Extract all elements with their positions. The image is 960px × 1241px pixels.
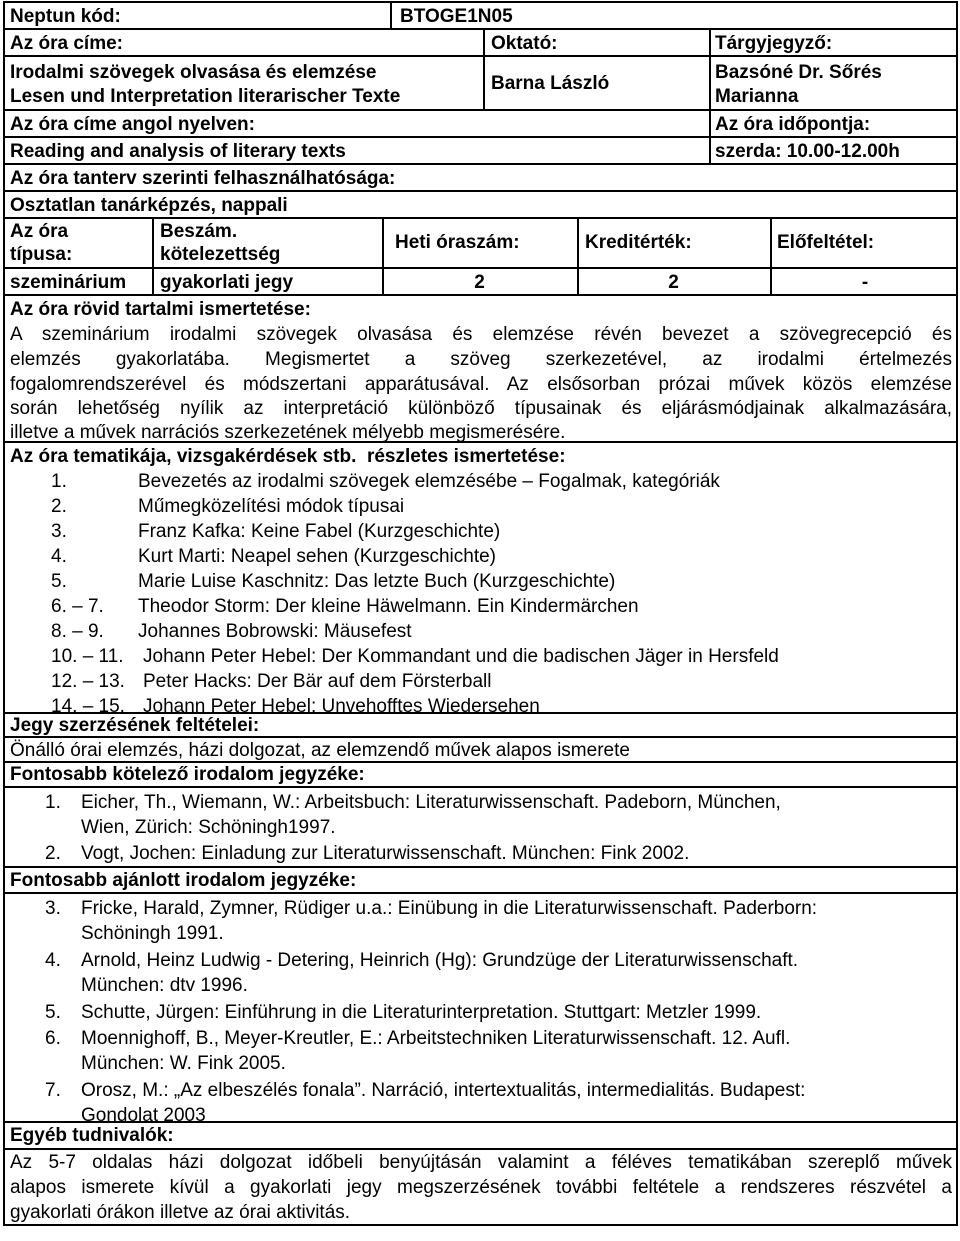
grading-text: Önálló órai elemzés, házi dolgozat, az elemzendő művek alapos ismerete <box>10 740 630 761</box>
literature-entry: Moennighoff, B., Meyer-Kreutler, E.: Arbeitstechniken Literaturwissenschaft. 12. Aufl. <box>81 1028 791 1049</box>
other-label-row <box>3 1121 958 1148</box>
credit-value: 2 <box>668 272 679 293</box>
course-header-labels <box>3 28 958 55</box>
teacher-label: Oktató: <box>491 33 558 54</box>
course-syllabus <box>3 1 958 1226</box>
topic-number: 1. <box>51 471 67 492</box>
literature-entry: Arnold, Heinz Ludwig - Detering, Heinrich (Hg): Grundzüge der Literaturwissenschaft. <box>81 950 799 971</box>
prereq-label: Előfeltétel: <box>777 232 875 253</box>
topic-number: 10. – 11. <box>51 646 124 667</box>
summary-section <box>3 294 958 441</box>
summary-line-3: fogalomrendszerével és módszertani apparátusával. Az elsősorban prózai művek közös elemzése <box>10 374 952 395</box>
english-title-label: Az óra címe angol nyelven: <box>10 114 255 135</box>
credit-label: Kreditérték: <box>585 232 692 253</box>
topic-number: 12. – 13. <box>51 671 125 692</box>
literature-entry: Fricke, Harald, Zymner, Rüdiger u.a.: Einübung in die Literaturwissenschaft. Paderborn: <box>81 898 818 919</box>
summary-line-2: elemzés gyakorlatába. Megismertet a szöveg szerkezetével, az irodalmi értelmezés <box>10 349 952 370</box>
course-title-hu: Irodalmi szövegek olvasása és elemzése <box>10 62 377 83</box>
required-lit-section <box>3 786 958 866</box>
topic-text: Johann Peter Hebel: Der Kommandant und die badischen Jäger in Hersfeld <box>143 646 779 667</box>
recommended-lit-label: Fontosabb ajánlott irodalom jegyzéke: <box>10 870 357 891</box>
other-line-1: Az 5-7 oldalas házi dolgozat időbeli benyújtásán valamint a féléves tematikában szereplő művek <box>10 1152 952 1173</box>
topics-section <box>3 441 958 717</box>
literature-number: 6. <box>45 1028 61 1049</box>
topic-text: Peter Hacks: Der Bär auf dem Försterball <box>143 671 492 692</box>
required-lit-label-row <box>3 761 958 786</box>
responsible-label: Tárgyjegyző: <box>715 33 833 54</box>
report-type: gyakorlati jegy <box>160 272 294 293</box>
type-label-line-2: típusa: <box>10 244 73 265</box>
grading-row <box>3 736 958 761</box>
time-label: Az óra időpontja: <box>715 114 871 135</box>
responsible-line-1: Bazsóné Dr. Sőrés <box>715 62 882 83</box>
course-type: szeminárium <box>10 272 127 293</box>
grading-label: Jegy szerzésének feltételei: <box>10 715 260 736</box>
neptun-code: BTOGE1N05 <box>400 6 513 27</box>
required-lit-label: Fontosabb kötelező irodalom jegyzéke: <box>10 764 365 785</box>
literature-entry-continued: Gondolat 2003 <box>81 1105 206 1126</box>
literature-number: 3. <box>45 898 61 919</box>
literature-entry: Eicher, Th., Wiemann, W.: Arbeitsbuch: Literaturwissenschaft. Padeborn, München, <box>81 792 781 813</box>
recommended-lit-section <box>3 892 958 1126</box>
report-label-line-2: kötelezettség <box>160 244 281 265</box>
literature-number: 4. <box>45 950 61 971</box>
topic-number: 4. <box>51 546 67 567</box>
literature-entry-continued: Wien, Zürich: Schöningh1997. <box>81 817 336 838</box>
topic-text: Marie Luise Kaschnitz: Das letzte Buch (Kurzgeschichte) <box>138 571 616 592</box>
neptun-label: Neptun kód: <box>10 6 121 27</box>
course-title-de: Lesen und Interpretation literarischer Texte <box>10 86 401 107</box>
usability-value: Osztatlan tanárképzés, nappali <box>10 195 288 216</box>
other-label: Egyéb tudnivalók: <box>10 1125 174 1146</box>
course-title-label: Az óra címe: <box>10 33 123 54</box>
weekly-hours: 2 <box>474 272 485 293</box>
other-line-3: gyakorlati órákon illetve az órai aktivitás. <box>10 1202 351 1223</box>
topics-label-part-1: Az óra tematikája, vizsgakérdések stb. <box>10 446 357 467</box>
literature-entry-continued: Schöningh 1991. <box>81 923 224 944</box>
summary-label: Az óra rövid tartalmi ismertetése: <box>10 299 311 320</box>
topic-text: Theodor Storm: Der kleine Häwelmann. Ein Kindermärchen <box>138 596 639 617</box>
topic-number: 14. – 15. <box>51 696 125 717</box>
topic-text: Műmegközelítési módok típusai <box>138 496 405 517</box>
grading-label-row <box>3 712 958 736</box>
topic-text: Bevezetés az irodalmi szövegek elemzésébe – Fogalmak, kategóriák <box>138 471 720 492</box>
literature-entry: Orosz, M.: „Az elbeszélés fonala”. Narráció, intertextualitás, intermedialitás. Budapest: <box>81 1080 806 1101</box>
topic-text: Kurt Marti: Neapel sehen (Kurzgeschichte) <box>138 546 496 567</box>
english-title-label-row <box>3 109 958 136</box>
literature-entry: Schutte, Jürgen: Einführung in die Literaturinterpretation. Stuttgart: Metzler 1999. <box>81 1002 762 1023</box>
english-title-row <box>3 136 958 163</box>
responsible-line-2: Marianna <box>715 86 799 107</box>
neptun-row <box>3 1 958 28</box>
other-line-2: alapos ismerete kívül a gyakorlati jegy megszerzésének további feltétele a rendszeres részvétel a <box>10 1177 952 1198</box>
usability-row <box>3 190 958 217</box>
usability-label-row <box>3 163 958 190</box>
literature-number: 7. <box>45 1080 61 1101</box>
hours-label: Heti óraszám: <box>395 232 520 253</box>
recommended-lit-label-row <box>3 866 958 892</box>
topic-text: Johannes Bobrowski: Mäusefest <box>138 621 412 642</box>
literature-entry-continued: München: W. Fink 2005. <box>81 1053 286 1074</box>
topic-number: 2. <box>51 496 67 517</box>
topic-number: 5. <box>51 571 67 592</box>
topic-text: Franz Kafka: Keine Fabel (Kurzgeschichte) <box>138 521 501 542</box>
topic-number: 3. <box>51 521 67 542</box>
report-label-line-1: Beszám. <box>160 221 238 242</box>
other-section <box>3 1148 958 1226</box>
topic-number: 8. – 9. <box>51 621 104 642</box>
topic-text: Johann Peter Hebel: Unvehofftes Wiedersehen <box>143 696 540 717</box>
english-title: Reading and analysis of literary texts <box>10 141 346 162</box>
literature-entry: Vogt, Jochen: Einladung zur Literaturwissenschaft. München: Fink 2002. <box>81 843 690 864</box>
type-table-values <box>3 267 958 294</box>
type-label-line-1: Az óra <box>10 221 69 242</box>
topics-label-part-2: részletes ismertetése: <box>366 446 566 467</box>
summary-line-5: illetve a művek narrációs szerkezetének mélyebb megismerésére. <box>10 422 566 443</box>
literature-number: 2. <box>45 843 61 864</box>
teacher-name: Barna László <box>491 73 610 94</box>
prereq-value: - <box>861 272 869 293</box>
literature-number: 1. <box>45 792 61 813</box>
type-table-header <box>3 217 958 267</box>
topics-label <box>10 444 566 469</box>
course-header-values <box>3 55 958 109</box>
summary-line-4: során lehetőség nyílik az interpretáció különböző típusainak és eljárásmódjainak alkalmazására, <box>10 398 952 419</box>
course-time: szerda: 10.00-12.00h <box>715 141 900 162</box>
summary-line-1: A szeminárium irodalmi szövegek olvasása és elemzése révén bevezet a szövegrecepció és <box>10 324 952 345</box>
usability-label: Az óra tanterv szerinti felhasználhatósága: <box>10 168 396 189</box>
literature-entry-continued: München: dtv 1996. <box>81 975 248 996</box>
literature-number: 5. <box>45 1002 61 1023</box>
topic-number: 6. – 7. <box>51 596 104 617</box>
